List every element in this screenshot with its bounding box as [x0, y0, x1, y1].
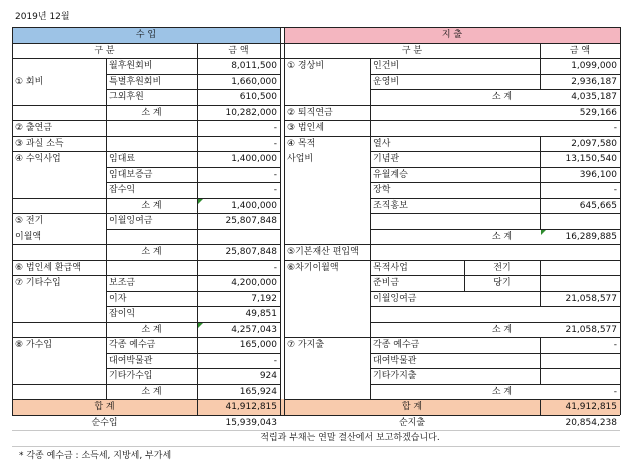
expense-col-category: 구 분 [401, 46, 423, 56]
expense-item-amount: 396,100 [579, 170, 617, 180]
income-item-amount: 1,660,000 [231, 77, 277, 87]
expense-subtotal-label: 소 계 [491, 325, 513, 335]
income-col-amount: 금 액 [228, 46, 249, 56]
income-subtotal-label: 소 계 [141, 325, 162, 335]
expense-item-note: 전기 [493, 263, 511, 273]
income-item-name: 임대료 [109, 154, 136, 164]
income-amount: - [273, 139, 277, 149]
income-amount: - [273, 123, 277, 133]
expense-label-purpose-2: 사업비 [287, 154, 314, 164]
income-subtotal-label: 소 계 [141, 387, 162, 397]
grid-line [197, 399, 198, 415]
expense-subtotal: 4,035,187 [571, 92, 617, 102]
expense-col-amount: 금 액 [569, 46, 591, 56]
expense-item-amount: 1,099,000 [571, 61, 617, 71]
grid-line [106, 353, 280, 354]
expense-item-name: 조직홍보 [373, 201, 408, 211]
income-item-name: 잡수익 [109, 185, 136, 195]
income-item-name: 잡이익 [109, 309, 136, 319]
expense-label-suspense: ⑦ 가지출 [287, 340, 325, 350]
grid-line [106, 368, 280, 369]
grid-line [12, 58, 620, 59]
grid-line [106, 306, 280, 307]
income-item-amount: 25,807,848 [225, 216, 277, 226]
income-item-name: 이월잉여금 [109, 216, 153, 226]
grid-line [370, 58, 371, 399]
grid-line [284, 105, 620, 106]
grid-line [12, 151, 280, 152]
expense-item-name: 기타가지출 [373, 371, 417, 381]
grid-line [12, 105, 280, 106]
income-subtotal: 25,807,848 [225, 247, 277, 257]
grid-line [284, 337, 620, 338]
grid-line [284, 120, 620, 121]
grid-line [370, 229, 620, 230]
grid-line [12, 399, 280, 400]
income-item-amount: - [273, 170, 277, 180]
income-item-amount: - [273, 185, 277, 195]
cell-marker-icon [541, 230, 546, 235]
grid-line [106, 74, 280, 75]
income-label-other: ⑦ 기타수입 [15, 278, 61, 288]
grid-line [106, 58, 107, 399]
income-item-name: 각종 예수금 [109, 340, 156, 350]
income-item-name: 이자 [109, 294, 127, 304]
income-item-name: 그외후원 [109, 92, 144, 102]
expense-subtotal: - [613, 387, 617, 397]
grid-line [106, 182, 280, 183]
grid-line [197, 43, 198, 58]
expense-net-label: 순지출 [398, 418, 426, 428]
section-divider [280, 27, 281, 415]
expense-item-amount: 21,058,577 [565, 294, 617, 304]
grid-line [106, 291, 280, 292]
grid-line [12, 120, 280, 121]
income-label-tax-refund: ⑥ 법인세 환급액 [15, 263, 81, 273]
income-subtotal: 4,257,043 [231, 325, 277, 335]
grid-line [106, 167, 280, 168]
expense-amount: - [613, 123, 617, 133]
expense-header: 지 출 [441, 30, 463, 40]
expense-item-name: 준비금 [373, 278, 400, 288]
income-net-label: 순수입 [91, 418, 118, 428]
expense-label-purpose: ④ 목적 [287, 139, 316, 149]
expense-item-amount: 645,665 [579, 201, 617, 211]
grid-line [106, 58, 280, 59]
grid-line [540, 136, 541, 229]
income-header: 수 입 [135, 30, 157, 40]
income-item-amount: 610,500 [239, 92, 277, 102]
grid-line [284, 136, 620, 137]
expense-item-amount: - [613, 340, 617, 350]
income-subtotal-label: 소 계 [141, 201, 162, 211]
grid-line [540, 58, 541, 89]
expense-item-name: 유월계승 [373, 170, 408, 180]
income-item-amount: 924 [259, 371, 277, 381]
grid-line [12, 213, 280, 214]
grid-line [106, 89, 280, 90]
grid-line [540, 399, 541, 415]
expense-item-name: 이월잉여금 [373, 294, 417, 304]
expense-item-note: 당기 [493, 278, 511, 288]
income-item-name: 대여박물관 [109, 356, 153, 366]
grid-line [540, 43, 541, 58]
expense-subtotal-label: 소 계 [491, 92, 513, 102]
income-total-label: 합 계 [94, 402, 115, 412]
expense-label-next-carryover: ⑥차기이월액 [287, 263, 339, 273]
grid-line [284, 260, 620, 261]
income-label-suspense: ⑧ 가수입 [15, 340, 53, 350]
income-subtotal-label: 소 계 [141, 108, 162, 118]
expense-item-name: 장학 [373, 185, 391, 195]
income-subtotal: 1,400,000 [231, 201, 277, 211]
grid-line [540, 260, 541, 291]
expense-label-operating: ① 경상비 [287, 61, 325, 71]
cell-marker-icon [198, 199, 203, 204]
grid-line [284, 399, 620, 400]
income-subtotal-label: 소 계 [141, 247, 162, 257]
grid-line [12, 384, 280, 385]
income-item-name: 기타가수입 [109, 371, 153, 381]
income-item-name: 특별후원회비 [109, 77, 162, 87]
income-item-name: 임대보증금 [109, 170, 153, 180]
income-item-amount: 49,851 [245, 309, 277, 319]
grid-line [540, 291, 541, 306]
grid-line [370, 322, 620, 323]
income-label-donation: ② 출연금 [15, 123, 53, 133]
income-item-amount: 8,011,500 [231, 61, 277, 71]
expense-subtotal-label: 소 계 [491, 232, 513, 242]
footer-note: 적립과 부채는 연말 결산에서 보고하겠습니다. [260, 433, 440, 443]
grid-line [370, 151, 620, 152]
light-grid-line [12, 430, 620, 431]
income-item-amount: 7,192 [251, 294, 277, 304]
grid-line [370, 275, 620, 276]
expense-item-name: 운영비 [373, 77, 400, 87]
income-label-business: ④ 수익사업 [15, 154, 61, 164]
income-item-amount: 4,200,000 [231, 278, 277, 288]
grid-line [12, 43, 620, 44]
grid-line [12, 244, 280, 245]
expense-item-amount: 2,097,580 [571, 139, 617, 149]
income-subtotal: 165,924 [239, 387, 277, 397]
income-item-amount: - [273, 356, 277, 366]
grid-line [370, 306, 620, 307]
income-item-name: 보조금 [109, 278, 136, 288]
table-border-top [12, 27, 620, 28]
expense-item-name: 대여박물관 [373, 356, 417, 366]
grid-line [370, 74, 620, 75]
income-subtotal: 10,282,000 [225, 108, 277, 118]
grid-line [370, 213, 620, 214]
expense-label-retirement: ② 퇴직연금 [287, 108, 333, 118]
grid-line [370, 89, 620, 90]
remark: * 각종 예수금 : 소득세, 지방세, 부가세 [19, 451, 172, 461]
expense-item-name: 기념관 [373, 154, 400, 164]
grid-line [106, 229, 280, 230]
grid-line [370, 368, 620, 369]
cell-marker-icon [198, 323, 203, 328]
grid-line [284, 244, 620, 245]
grid-line [12, 260, 280, 261]
light-grid-line [12, 446, 620, 447]
grid-line [370, 384, 620, 385]
income-item-amount: 1,400,000 [231, 154, 277, 164]
expense-item-amount: - [613, 185, 617, 195]
expense-item-amount: 2,936,187 [571, 77, 617, 87]
expense-item-name: 각종 예수금 [373, 340, 420, 350]
income-col-category: 구 분 [94, 46, 115, 56]
expense-subtotal: 16,289,885 [565, 232, 617, 242]
table-border-bottom [12, 415, 620, 416]
income-label-carryover-2: 이월액 [15, 232, 42, 242]
expense-total: 41,912,815 [565, 402, 617, 412]
expense-item-name: 인건비 [373, 61, 400, 71]
table-border-right [620, 27, 621, 415]
expense-net: 20,854,238 [565, 418, 617, 428]
section-divider [284, 27, 285, 415]
grid-line [12, 198, 280, 199]
expense-subtotal-label: 소 계 [491, 387, 513, 397]
income-total: 41,912,815 [225, 402, 277, 412]
expense-total-label: 합 계 [401, 402, 423, 412]
income-item-amount: 165,000 [239, 340, 277, 350]
table-border-left [12, 27, 13, 415]
grid-line [197, 58, 198, 399]
income-label-fine: ③ 과실 소득 [15, 139, 64, 149]
grid-line [12, 322, 280, 323]
grid-line [464, 260, 465, 291]
expense-item-name: 목적사업 [373, 263, 408, 273]
expense-subtotal: 21,058,577 [565, 325, 617, 335]
expense-label-endowment: ⑤기본재산 편입액 [287, 247, 359, 257]
grid-line [370, 182, 620, 183]
expense-item-name: 열사 [373, 139, 391, 149]
income-item-name: 월후원회비 [109, 61, 153, 71]
grid-line [540, 337, 541, 384]
grid-line [370, 353, 620, 354]
grid-line [370, 167, 620, 168]
income-net: 15,939,043 [225, 418, 277, 428]
income-label-carryover: ⑤ 전기 [15, 216, 44, 226]
report-title: 2019년 12월 [15, 12, 70, 22]
grid-line [12, 275, 280, 276]
expense-label-corp-tax: ③ 법인세 [287, 123, 325, 133]
grid-line [370, 291, 620, 292]
grid-line [12, 337, 280, 338]
income-amount: - [273, 263, 277, 273]
expense-item-amount: 13,150,540 [565, 154, 617, 164]
income-label-membership: ① 회비 [15, 77, 44, 87]
expense-amount: 529,166 [579, 108, 617, 118]
grid-line [12, 136, 280, 137]
grid-line [370, 198, 620, 199]
